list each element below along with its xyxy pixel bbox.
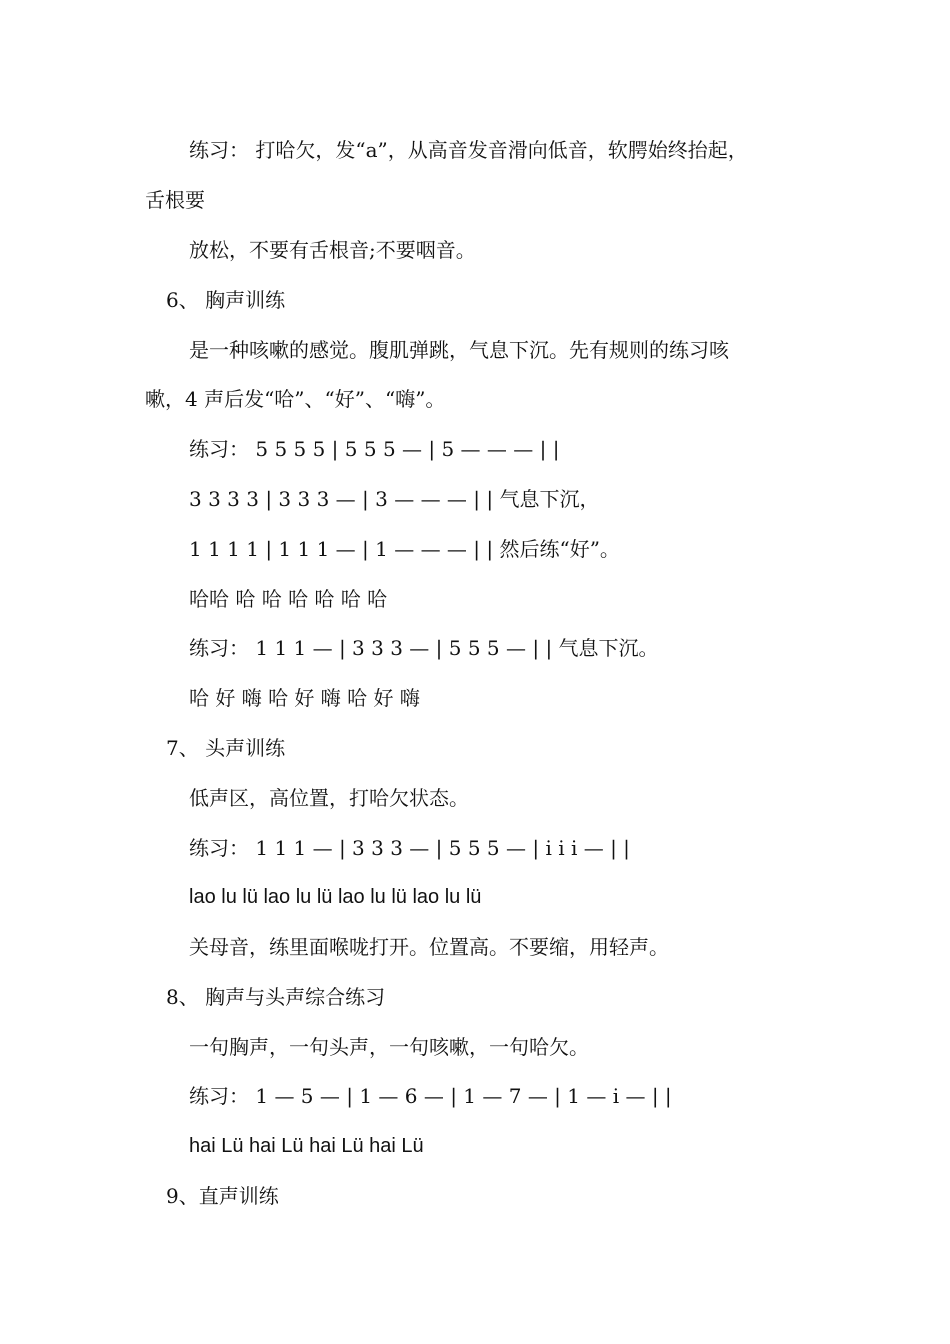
paragraph-line: 是一种咳嗽的感觉。腹肌弹跳，气息下沉。先有规则的练习咳 [189, 338, 729, 362]
paragraph-line: 舌根要 [145, 188, 205, 212]
lyric-line: 哈哈 哈 哈 哈 哈 哈 哈 [189, 587, 388, 611]
exercise-line: 练习： 1 — 5 — | 1 — 6 — | 1 — 7 — | 1 — i — | | [189, 1084, 672, 1108]
exercise-line: 练习： 1 1 1 — | 3 3 3 — | 5 5 5 — | i i i — | | [189, 836, 630, 860]
paragraph-line: 嗽，4 声后发“哈”、“好”、“嗨”。 [145, 387, 446, 411]
exercise-line: 练习： 5 5 5 5 | 5 5 5 — | 5 — — — | | [189, 437, 560, 461]
lyric-line: 哈 好 嗨 哈 好 嗨 哈 好 嗨 [189, 686, 420, 710]
exercise-line: 1 1 1 1 | 1 1 1 — | 1 — — — | | 然后练“好”。 [189, 537, 620, 561]
paragraph-line: 练习： 打哈欠，发“a”，从高音发音滑向低音，软腭始终抬起， [189, 138, 748, 162]
section-heading: 8、 胸声与头声综合练习 [166, 985, 386, 1009]
paragraph-line: 放松，不要有舌根音;不要咽音。 [189, 238, 476, 262]
section-heading: 9、直声训练 [166, 1184, 279, 1208]
section-heading: 7、 头声训练 [166, 736, 286, 760]
exercise-line: 3 3 3 3 | 3 3 3 — | 3 — — — | | 气息下沉， [189, 487, 600, 511]
lyric-line: lao lu lü lao lu lü lao lu lü lao lu lü [189, 886, 482, 908]
exercise-line: 练习： 1 1 1 — | 3 3 3 — | 5 5 5 — | | 气息下沉。 [189, 636, 659, 660]
paragraph-line: 关母音，练里面喉咙打开。位置高。不要缩，用轻声。 [189, 935, 669, 959]
lyric-line: hai Lü hai Lü hai Lü hai Lü [189, 1135, 424, 1157]
paragraph-line: 低声区，高位置，打哈欠状态。 [189, 786, 469, 810]
paragraph-line: 一句胸声，一句头声，一句咳嗽，一句哈欠。 [189, 1035, 589, 1059]
section-heading: 6、 胸声训练 [166, 288, 286, 312]
